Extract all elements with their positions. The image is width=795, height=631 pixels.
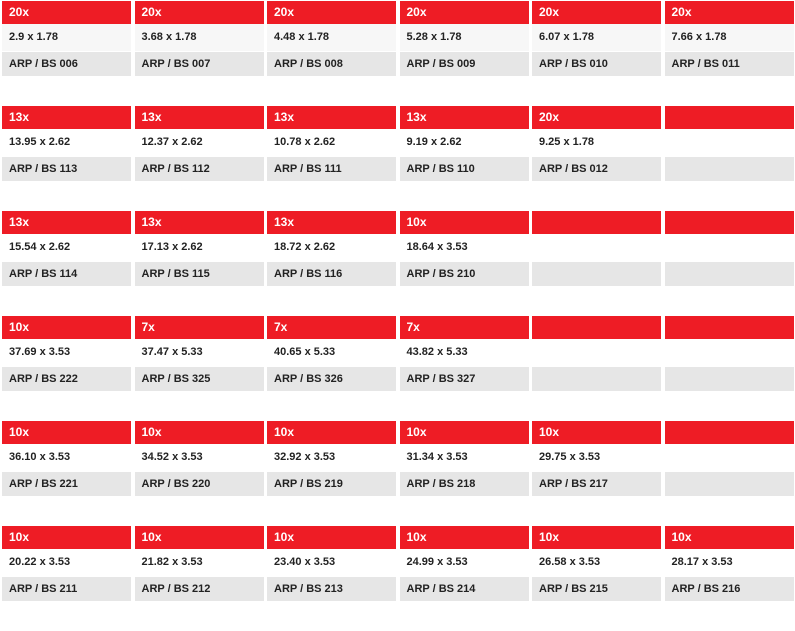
quantity-header: 10x <box>532 421 661 444</box>
dimension-label: 31.34 x 3.53 <box>400 444 529 471</box>
part-code: ARP / BS 007 <box>135 52 264 76</box>
quantity-header: 10x <box>532 526 661 549</box>
size-card <box>400 106 529 184</box>
part-code: ARP / BS 112 <box>135 157 264 181</box>
size-card <box>400 316 529 394</box>
dimension-label: 7.66 x 1.78 <box>665 24 794 51</box>
quantity-header: 10x <box>400 421 529 444</box>
part-code <box>665 472 794 496</box>
part-code: ARP / BS 326 <box>267 367 396 391</box>
dimension-label: 15.54 x 2.62 <box>2 234 131 261</box>
quantity-header: 13x <box>267 106 396 129</box>
part-code: ARP / BS 215 <box>532 577 661 601</box>
size-card <box>532 421 661 499</box>
dimension-label: 24.99 x 3.53 <box>400 549 529 576</box>
size-card <box>135 1 264 79</box>
quantity-header: 10x <box>2 421 131 444</box>
part-code: ARP / BS 111 <box>267 157 396 181</box>
quantity-header: 20x <box>400 1 529 24</box>
part-code: ARP / BS 012 <box>532 157 661 181</box>
size-card <box>532 526 661 604</box>
part-code: ARP / BS 010 <box>532 52 661 76</box>
part-code: ARP / BS 220 <box>135 472 264 496</box>
quantity-header <box>665 106 794 129</box>
size-card <box>532 106 661 184</box>
dimension-label: 20.22 x 3.53 <box>2 549 131 576</box>
dimension-label <box>532 339 661 366</box>
dimension-label: 10.78 x 2.62 <box>267 129 396 156</box>
size-card <box>267 526 396 604</box>
dimension-label: 18.64 x 3.53 <box>400 234 529 261</box>
dimension-label: 21.82 x 3.53 <box>135 549 264 576</box>
quantity-header: 13x <box>267 211 396 234</box>
size-card <box>2 316 131 394</box>
part-code: ARP / BS 006 <box>2 52 131 76</box>
size-card <box>2 1 131 79</box>
dimension-label: 29.75 x 3.53 <box>532 444 661 471</box>
quantity-header: 10x <box>135 421 264 444</box>
quantity-header: 13x <box>135 211 264 234</box>
quantity-header <box>532 316 661 339</box>
dimension-label: 13.95 x 2.62 <box>2 129 131 156</box>
quantity-header: 10x <box>267 421 396 444</box>
empty-size-card <box>532 316 661 394</box>
quantity-header <box>665 316 794 339</box>
size-card <box>135 211 264 289</box>
dimension-label: 5.28 x 1.78 <box>400 24 529 51</box>
quantity-header: 13x <box>400 106 529 129</box>
part-code <box>532 367 661 391</box>
dimension-label <box>532 234 661 261</box>
quantity-header: 10x <box>135 526 264 549</box>
quantity-header: 10x <box>400 526 529 549</box>
size-card <box>267 106 396 184</box>
part-code: ARP / BS 219 <box>267 472 396 496</box>
empty-size-card <box>665 421 794 499</box>
empty-size-card <box>665 211 794 289</box>
dimension-label <box>665 234 794 261</box>
part-code: ARP / BS 211 <box>2 577 131 601</box>
dimension-label: 36.10 x 3.53 <box>2 444 131 471</box>
size-card <box>400 211 529 289</box>
dimension-label: 23.40 x 3.53 <box>267 549 396 576</box>
part-code: ARP / BS 217 <box>532 472 661 496</box>
part-code: ARP / BS 218 <box>400 472 529 496</box>
quantity-header: 13x <box>135 106 264 129</box>
quantity-header: 10x <box>400 211 529 234</box>
dimension-label: 37.69 x 3.53 <box>2 339 131 366</box>
grid-row-6 <box>2 526 795 604</box>
oring-size-grid <box>2 1 795 631</box>
part-code <box>532 262 661 286</box>
quantity-header <box>532 211 661 234</box>
dimension-label: 3.68 x 1.78 <box>135 24 264 51</box>
empty-size-card <box>665 316 794 394</box>
dimension-label: 12.37 x 2.62 <box>135 129 264 156</box>
part-code: ARP / BS 210 <box>400 262 529 286</box>
quantity-header: 13x <box>2 106 131 129</box>
part-code: ARP / BS 114 <box>2 262 131 286</box>
size-card <box>400 1 529 79</box>
size-card <box>135 106 264 184</box>
size-card <box>267 1 396 79</box>
dimension-label: 9.19 x 2.62 <box>400 129 529 156</box>
part-code: ARP / BS 009 <box>400 52 529 76</box>
size-card <box>135 421 264 499</box>
quantity-header: 13x <box>2 211 131 234</box>
dimension-label: 43.82 x 5.33 <box>400 339 529 366</box>
part-code: ARP / BS 212 <box>135 577 264 601</box>
quantity-header: 20x <box>135 1 264 24</box>
grid-row-2 <box>2 106 795 184</box>
part-code: ARP / BS 115 <box>135 262 264 286</box>
dimension-label: 32.92 x 3.53 <box>267 444 396 471</box>
dimension-label: 34.52 x 3.53 <box>135 444 264 471</box>
dimension-label <box>665 339 794 366</box>
part-code: ARP / BS 116 <box>267 262 396 286</box>
part-code: ARP / BS 325 <box>135 367 264 391</box>
quantity-header: 7x <box>135 316 264 339</box>
part-code <box>665 157 794 181</box>
size-card <box>665 526 794 604</box>
empty-size-card <box>665 106 794 184</box>
dimension-label: 26.58 x 3.53 <box>532 549 661 576</box>
dimension-label: 4.48 x 1.78 <box>267 24 396 51</box>
quantity-header <box>665 421 794 444</box>
dimension-label: 18.72 x 2.62 <box>267 234 396 261</box>
size-card <box>400 421 529 499</box>
part-code: ARP / BS 222 <box>2 367 131 391</box>
dimension-label: 40.65 x 5.33 <box>267 339 396 366</box>
size-card <box>2 106 131 184</box>
quantity-header: 7x <box>267 316 396 339</box>
dimension-label <box>665 129 794 156</box>
dimension-label <box>665 444 794 471</box>
part-code: ARP / BS 113 <box>2 157 131 181</box>
part-code <box>665 262 794 286</box>
size-card <box>532 1 661 79</box>
dimension-label: 37.47 x 5.33 <box>135 339 264 366</box>
quantity-header: 20x <box>532 1 661 24</box>
size-card <box>267 211 396 289</box>
grid-row-1 <box>2 1 795 79</box>
part-code: ARP / BS 011 <box>665 52 794 76</box>
part-code: ARP / BS 110 <box>400 157 529 181</box>
size-card <box>400 526 529 604</box>
size-card <box>267 421 396 499</box>
dimension-label: 6.07 x 1.78 <box>532 24 661 51</box>
grid-row-4 <box>2 316 795 394</box>
dimension-label: 28.17 x 3.53 <box>665 549 794 576</box>
size-card <box>2 421 131 499</box>
size-card <box>2 526 131 604</box>
part-code: ARP / BS 213 <box>267 577 396 601</box>
grid-row-5 <box>2 421 795 499</box>
dimension-label: 17.13 x 2.62 <box>135 234 264 261</box>
quantity-header: 10x <box>267 526 396 549</box>
size-card <box>665 1 794 79</box>
quantity-header: 20x <box>2 1 131 24</box>
quantity-header: 20x <box>267 1 396 24</box>
part-code <box>665 367 794 391</box>
size-card <box>135 316 264 394</box>
quantity-header: 10x <box>2 526 131 549</box>
part-code: ARP / BS 214 <box>400 577 529 601</box>
quantity-header: 20x <box>665 1 794 24</box>
quantity-header: 20x <box>532 106 661 129</box>
part-code: ARP / BS 216 <box>665 577 794 601</box>
size-card <box>2 211 131 289</box>
part-code: ARP / BS 327 <box>400 367 529 391</box>
quantity-header: 10x <box>2 316 131 339</box>
quantity-header: 10x <box>665 526 794 549</box>
empty-size-card <box>532 211 661 289</box>
quantity-header: 7x <box>400 316 529 339</box>
quantity-header <box>665 211 794 234</box>
part-code: ARP / BS 008 <box>267 52 396 76</box>
size-card <box>135 526 264 604</box>
grid-row-3 <box>2 211 795 289</box>
size-card <box>267 316 396 394</box>
dimension-label: 2.9 x 1.78 <box>2 24 131 51</box>
part-code: ARP / BS 221 <box>2 472 131 496</box>
dimension-label: 9.25 x 1.78 <box>532 129 661 156</box>
